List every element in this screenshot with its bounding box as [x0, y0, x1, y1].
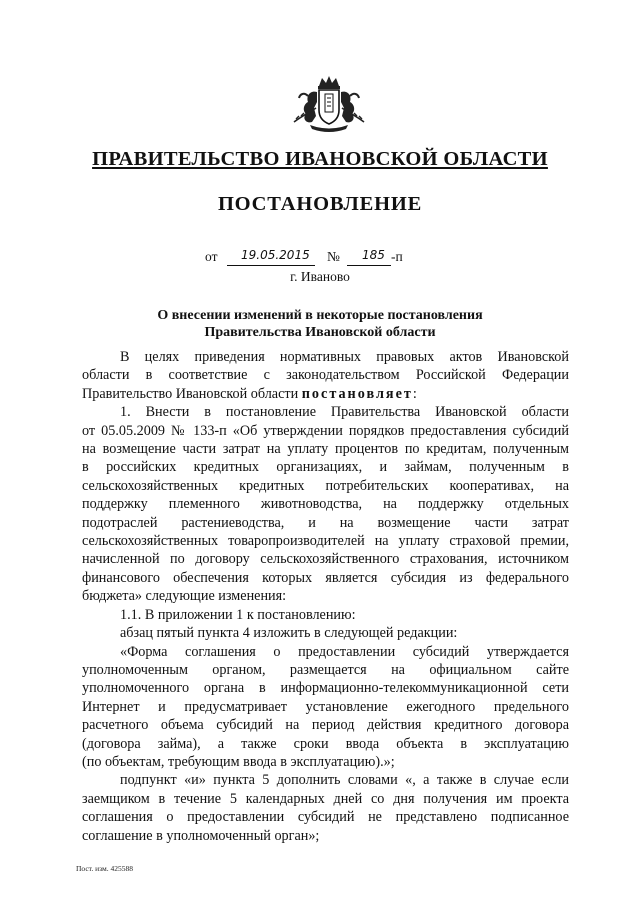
body-line: от 05.05.2009 № 133-п «Об утверждении порядков предоставления субсидий — [82, 422, 569, 439]
body-line: расчетного объема субсидий на период действия кредитного договора — [82, 717, 569, 734]
number-label: № — [327, 249, 340, 264]
document-body — [82, 348, 569, 845]
body-line: сельскохозяйственных товаропроизводителей на уплату страховой премии, — [82, 533, 569, 550]
body-line: сельскохозяйственных кредитных потребительских кооперативах, на — [82, 477, 569, 494]
body-text: : — [412, 385, 417, 402]
subject-line: Правительства Ивановской области — [204, 325, 436, 340]
body-line: заемщиком в течение 5 календарных дней со дня получения им проекта — [82, 790, 569, 807]
number-underline — [347, 265, 391, 266]
number-value: 185 — [362, 248, 385, 262]
body-line: 1.1. В приложении 1 к постановлению: — [120, 606, 356, 623]
body-line: в российских кредитных организациях, и займам, полученным в — [82, 459, 569, 476]
date-value: 19.05.2015 — [241, 248, 310, 262]
body-line: Интернет и предусматривает установление ежегодного предельного — [82, 698, 569, 715]
body-line: подпункт «и» пункта 5 дополнить словами «, а также в случае если — [120, 772, 569, 789]
body-line: «Форма соглашения о предоставлении субсидий утверждается — [120, 643, 569, 660]
body-line: бюджета» следующие изменения: — [82, 588, 287, 605]
body-line: поддержку племенного животноводства, на поддержку отдельных — [82, 496, 569, 513]
body-line: (договора займа), а также сроки ввода объекта в эксплуатацию — [82, 735, 569, 752]
decree-word: постановляет — [301, 385, 413, 402]
body-line: В целях приведения нормативных правовых актов Ивановской — [120, 349, 569, 365]
subject-line: О внесении изменений в некоторые постановления — [157, 308, 483, 323]
body-line: начисленной по договору сельскохозяйственного страхования, источником — [82, 551, 569, 568]
from-label: от — [205, 249, 218, 264]
footer-note: Пост. изм. 425588 — [76, 864, 134, 873]
date-underline — [227, 265, 315, 266]
body-line: абзац пятый пункта 4 изложить в следующей редакции: — [120, 625, 458, 642]
ivanovo-coat-of-arms-icon — [286, 72, 372, 134]
body-text: Правительство Ивановской области — [82, 385, 302, 402]
body-line: уполномоченного органа в информационно-телекоммуникационной сети — [82, 680, 569, 697]
body-line — [82, 385, 569, 403]
city: г. Иваново — [290, 269, 350, 284]
body-line: соглашение в уполномоченный орган»; — [82, 827, 320, 844]
org-title: ПРАВИТЕЛЬСТВО ИВАНОВСКОЙ ОБЛАСТИ — [92, 148, 548, 170]
date-number-line — [205, 249, 445, 269]
document-type: ПОСТАНОВЛЕНИЕ — [217, 193, 423, 215]
body-line: финансового обеспечения которых является субсидия из федерального — [82, 569, 569, 586]
document-subject — [0, 307, 640, 341]
number-suffix: -п — [391, 249, 403, 264]
body-line: подотраслей растениеводства, и на возмещение части затрат — [82, 514, 569, 531]
body-line: (по объектам, требующим ввода в эксплуатацию).»; — [82, 753, 395, 770]
body-line: соглашения о предоставлении субсидий не представлено подписанное — [82, 809, 569, 826]
body-line: на возмещение части затрат на уплату процентов по кредитам, полученным — [82, 441, 569, 458]
body-line: области в соответствие с законодательством Российской Федерации — [82, 367, 569, 384]
body-line: уполномоченным органом, размещается на официальном сайте — [82, 661, 569, 678]
body-line: 1. Внести в постановление Правительства Ивановской области — [120, 404, 569, 421]
